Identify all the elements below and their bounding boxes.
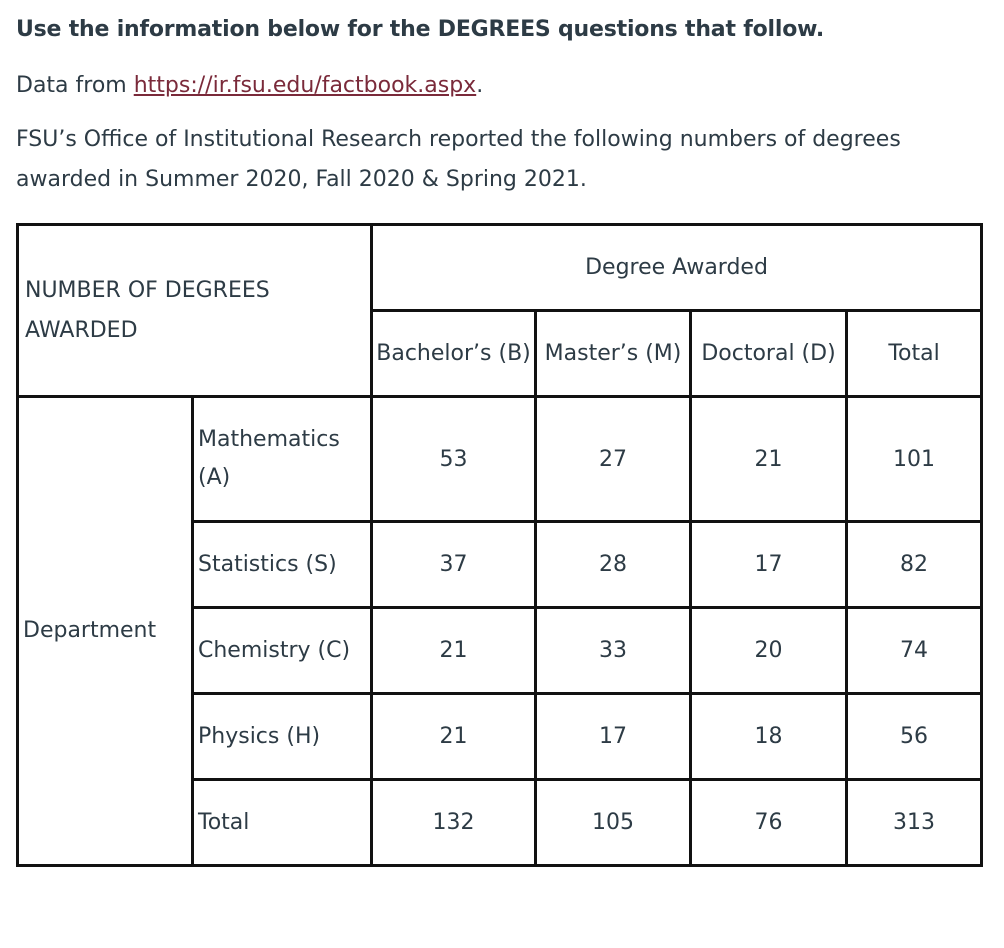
table-corner-label: NUMBER OF DEGREES AWARDED (18, 225, 372, 397)
group-header-degree-awarded: Degree Awarded (372, 225, 982, 311)
column-header-doctoral: Doctoral (D) (691, 311, 847, 397)
cell-value: 17 (536, 694, 691, 780)
cell-value: 53 (372, 397, 536, 522)
column-header-masters: Master’s (M) (536, 311, 691, 397)
cell-value: 37 (372, 522, 536, 608)
intro-paragraph: FSU’s Office of Institutional Research reported the following numbers of degrees awarded in Summer 2020, Fall 2020 & Spring 2021. (16, 127, 901, 192)
cell-value: 101 (847, 397, 982, 522)
row-label-mathematics: Mathematics (A) (193, 397, 372, 522)
table-row (18, 397, 982, 522)
row-label-total: Total (193, 780, 372, 866)
cell-value: 33 (536, 608, 691, 694)
cell-value: 76 (691, 780, 847, 866)
cell-value: 21 (372, 608, 536, 694)
cell-value: 105 (536, 780, 691, 866)
cell-value: 17 (691, 522, 847, 608)
cell-value: 28 (536, 522, 691, 608)
row-label-statistics: Statistics (S) (193, 522, 372, 608)
source-prefix: Data from (16, 73, 134, 98)
cell-value: 74 (847, 608, 982, 694)
data-source-line (16, 70, 986, 102)
cell-value: 56 (847, 694, 982, 780)
row-label-chemistry: Chemistry (C) (193, 608, 372, 694)
source-suffix: . (476, 73, 484, 98)
row-label-physics: Physics (H) (193, 694, 372, 780)
cell-value: 132 (372, 780, 536, 866)
cell-value: 20 (691, 608, 847, 694)
column-header-bachelors: Bachelor’s (B) (372, 311, 536, 397)
cell-value: 27 (536, 397, 691, 522)
cell-value: 18 (691, 694, 847, 780)
cell-value: 21 (691, 397, 847, 522)
row-group-department: Department (18, 397, 193, 866)
cell-value: 21 (372, 694, 536, 780)
content-area (16, 0, 986, 200)
instructions-heading: Use the information below for the DEGREES questions that follow. (16, 17, 824, 42)
cell-value: 313 (847, 780, 982, 866)
factbook-link[interactable]: https://ir.fsu.edu/factbook.aspx (133, 73, 477, 98)
degrees-table (16, 223, 983, 867)
column-header-total: Total (847, 311, 982, 397)
cell-value: 82 (847, 522, 982, 608)
